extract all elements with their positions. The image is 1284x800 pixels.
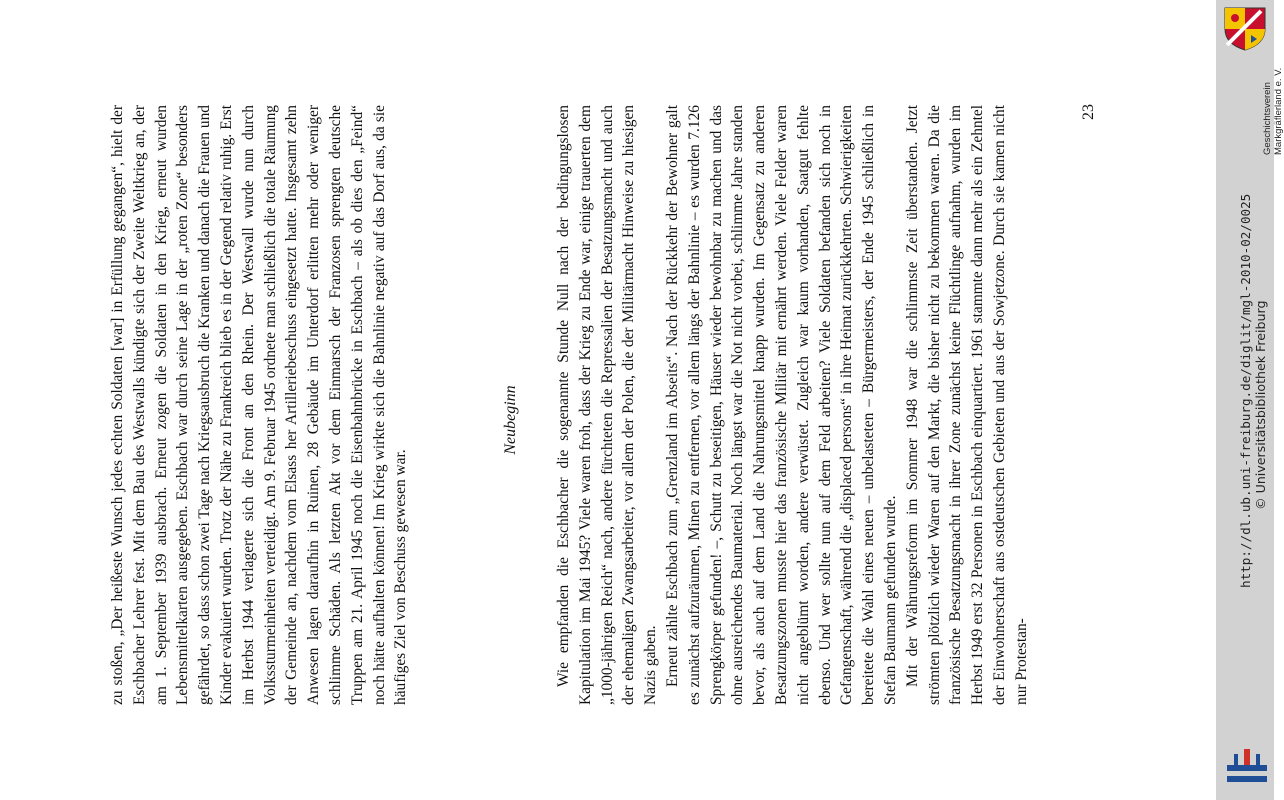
- page-number: 23: [1080, 104, 1097, 120]
- paragraph: Mit der Währungsreform im Sommer 1948 war die schlimmste Zeit überstanden. Jetzt strömten plötzlich wieder Waren auf den Markt, die bisher nicht zu bekommen waren. Da die französische Besatzungsmacht in ihrer Zone zunächst keine Flüchtlinge aufnahm, wurden im Herbst 1949 erst 32 Personen in Eschbach einquartiert. 1961 stammte dann mehr als ein Zehntel der Einwohnerschaft aus ostdeutschen Gebieten und aus der Sowjetzone. Durch sie kamen nicht nur Protestan-: [903, 105, 1030, 705]
- document-url[interactable]: http://dl.ub.uni-freiburg.de/diglit/mgl-2010-02/0025: [1238, 193, 1253, 588]
- paragraph: Erneut zählte Eschbach zum „Grenzland im Abseits“. Nach der Rückkehr der Bewohner galt es zunächst aufzuräumen, Minen zu entfernen, vor allem längs der Bahnlinie – es wurden 7.126 Sprengkörper gefunden! –, Schutt zu beseitigen, Häuser wieder bewohnbar zu machen und das ohne ausreichendes Baumaterial. Noch längst war die Not nicht vorbei, schlimme Jahre standen bevor, als auch auf dem Land die Nahrungsmittel knapp wurden. Im Gegensatz zu anderen Besatzungszonen musste hier das französische Militär mit ernährt werden. Viele Felder waren nicht angeblümt worden, andere verwüstet. Zugleich war kaum vorhanden, Saatgut fehlte ebenso. Und wer sollte nun auf dem Feld arbeiten? Viele Soldaten befanden sich noch in Gefangenschaft, während die „displaced persons“ in ihre Heimat zurückkehrten. Schwierigkeiten bereitete die Wahl eines neuen – unbelasteten – Bürgermeisters, der Ende 1945 schließlich in Stefan Baumann gefunden wurde.: [663, 105, 899, 705]
- document-page: [85, 40, 1135, 800]
- society-line-1: Geschichtsverein: [1262, 82, 1273, 155]
- ub-freiburg-logo-icon: [1225, 746, 1269, 790]
- text-column-1: [107, 105, 412, 705]
- section-heading: Neubeginn: [502, 385, 519, 455]
- paragraph: Wie empfanden die Eschbacher die sogenannte Stunde Null nach der bedingungslosen Kapitulation im Mai 1945? Viele waren froh, dass der Krieg zu Ende war, einige trauerten dem „1000-jährigen Reich“ nach, andere fürchteten die Repressalien der Besatzungsmacht und auch der ehemaligen Zwangsarbeiter, vor allem der Polen, die der Militärmacht Hinweise zu hiesigen Nazis gaben.: [555, 105, 660, 705]
- coat-of-arms-icon: [1221, 5, 1269, 51]
- paragraph: zu stoßen, „Der heißeste Wunsch jedes echten Soldaten [war] in Erfüllung gegangen“, hielt der Eschbacher Lehrer fest. Mit dem Bau des Westwalls kündigte sich der Zweite Weltkrieg an, der am 1. September 1939 ausbrach. Erneut zogen die Soldaten in den Krieg, erneut wurden Lebensmittelkarten ausgegeben. Eschbach war durch seine Lage in der „roten Zone“ besonders gefährdet, so dass schon zwei Tage nach Kriegsausbruch die Kranken und danach die Frauen und Kinder evakuiert wurden. Trotz der Nähe zu Frankreich blieb es in der Gegend relativ ruhig. Erst im Herbst 1944 verlagerte sich die Front an den Rhein. Der Westwall wurde nun durch Volkssturmeinheiten verteidigt. Am 9. Februar 1945 ordnete man schließlich die totale Räumung der Gemeinde an, nachdem vom Elsass her Artilleriebeschuss eingesetzt hatte. Insgesamt zehn Anwesen lagen daraufhin in Ruinen, 28 Gebäude im Unterdorf erlitten mehr oder weniger schlimme Schäden. Als letzten Akt vor dem Einmarsch der Franzosen sprengten deutsche Truppen am 21. April 1945 noch die Eisenbahnbrücke in Eschbach – als ob dies den „Feind“ noch hätte aufhalten können! Im Krieg wirkte sich die Bahnlinie negativ auf das Dorf aus, da sie häufiges Ziel von Beschuss gewesen war.: [109, 105, 410, 705]
- society-line-2: Markgräflerland e. V.: [1273, 67, 1284, 155]
- society-name: [1262, 67, 1284, 155]
- text-column-2: [553, 105, 1033, 705]
- copyright-notice: © Universitätsbibliothek Freiburg: [1253, 300, 1268, 510]
